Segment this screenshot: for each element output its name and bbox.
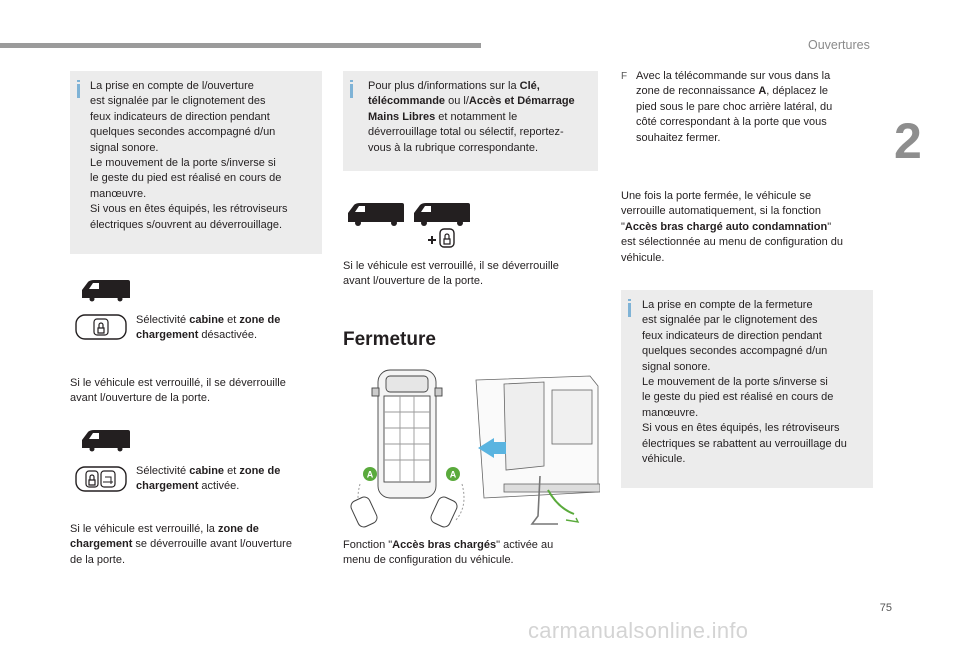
selectivity-disabled-text: Sélectivité cabine et zone de chargement désactivée. — [136, 314, 281, 342]
note-line: signal sonore. — [90, 141, 159, 154]
note-line: véhicule. — [642, 453, 686, 466]
page-number: 75 — [879, 602, 892, 614]
vans-hands-free-icon — [346, 198, 478, 250]
closing-step-text: Avec la télécommande sur vous dans la zone de reconnaissance A, déplacez le pied sous le pare choc arrière latéral, du côté correspondant à la porte que vous souhaitez fermer. — [636, 70, 833, 144]
note-line: quelques secondes accompagné d/un — [90, 126, 276, 139]
step-bullet: F — [621, 71, 628, 82]
info-note-closing — [621, 290, 873, 488]
zone-marker-a: A — [366, 469, 374, 480]
info-icon — [628, 303, 631, 317]
section-title: Ouvertures — [808, 38, 870, 52]
note-line: Si vous en êtes équipés, les rétroviseurs — [90, 203, 288, 216]
note-line: La prise en compte de l/ouverture — [90, 80, 254, 92]
van-icon — [80, 278, 132, 302]
note-line: manœuvre. — [642, 406, 699, 419]
note-line: feux indicateurs de direction pendant — [642, 329, 822, 342]
cargo-unlock-paragraph: Si le véhicule est verrouillé, la zone de chargement se déverrouille avant l/ouverture de la porte. — [70, 523, 292, 566]
note-line: quelques secondes accompagné d/un — [642, 345, 828, 358]
note-line: Le mouvement de la porte s/inverse si — [90, 157, 276, 170]
fermeture-caption: Fonction "Accès bras chargés" activée au menu de configuration du véhicule. — [343, 539, 554, 567]
note-line: le geste du pied est réalisé en cours de — [90, 172, 282, 185]
info-icon — [350, 84, 353, 98]
note-line: manœuvre. — [90, 187, 147, 200]
auto-lock-paragraph: Une fois la porte fermée, le véhicule se verrouille automatiquement, si la fonction "Accès bras chargé auto condamnation" est sélectionnée au menu de configuration du véhicule. — [621, 190, 843, 264]
hands-free-closing-illustration — [344, 366, 600, 532]
unlock-paragraph-2: Si le véhicule est verrouillé, il se déverrouille avant l/ouverture de la porte. — [343, 260, 559, 288]
note-line: Si vous en êtes équipés, les rétroviseurs — [642, 422, 840, 435]
unlock-paragraph: Si le véhicule est verrouillé, il se déverrouille avant l/ouverture de la porte. — [70, 377, 286, 405]
note-line: est signalée par le clignotement des — [90, 95, 266, 108]
info-note-key: Pour plus d/informations sur la Clé, télécommande ou l/Accès et Démarrage Mains Libres et notamment le déverrouillage total ou sélectif, reportez- vous à la rubrique correspondante. — [343, 71, 598, 171]
note-line: La prise en compte de la fermeture — [642, 299, 813, 311]
header-rule — [0, 43, 481, 48]
remote-key-icon — [74, 312, 132, 342]
info-icon — [77, 84, 80, 98]
van-icon — [80, 428, 132, 452]
note-line: le geste du pied est réalisé en cours de — [642, 391, 834, 404]
note-line: feux indicateurs de direction pendant — [90, 110, 270, 123]
note-line: Le mouvement de la porte s/inverse si — [642, 376, 828, 389]
note-line: signal sonore. — [642, 360, 711, 373]
chapter-number: 2 — [894, 113, 922, 169]
info-note-opening — [70, 71, 322, 254]
note-line: est signalée par le clignotement des — [642, 314, 818, 327]
site-watermark: carmanualsonline.info — [528, 618, 749, 643]
note-line: électriques s/ouvrent au déverrouillage. — [90, 218, 283, 231]
zone-marker-a: A — [449, 469, 457, 480]
remote-key-selective-icon — [74, 464, 132, 494]
selectivity-enabled-text: Sélectivité cabine et zone de chargement activée. — [136, 465, 281, 493]
note-line: électriques se rabattent au verrouillage du — [642, 437, 847, 450]
section-heading-fermeture: Fermeture — [343, 329, 436, 350]
